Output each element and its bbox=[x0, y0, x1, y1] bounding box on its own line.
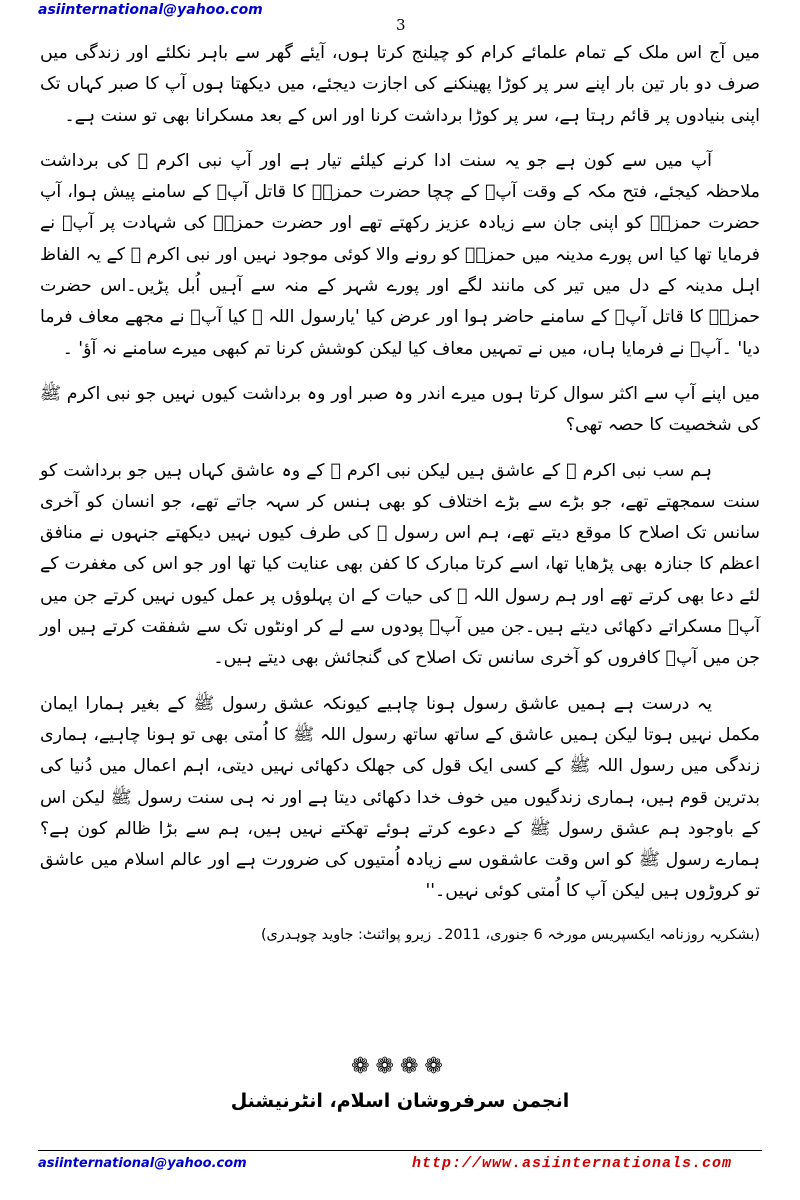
paragraph-4: ہم سب نبی اکرم ﷺ کے عاشق ہیں لیکن نبی اکرم ﷺ کے وہ عاشق کہاں ہیں جو برداشت کو سنت سمجھتے تھے، جو بڑے سے بڑے اختلاف کو بھی ہنس کر سہہ جاتے تھے، جو انسان کو آخری سانس تک اصلاح کا موقع دیتے تھے، ہم اس رسول ﷺ کی طرف کیوں نہیں دیکھتے جنہوں نے منافق اعظم کا جنازہ بھی پڑھایا تھا، اسے کرتا مبارک کا کفن بھی عنایت کیا تھا اور جو اس کی مغفرت کے لئے دعا بھی کرتے تھے اور ہم رسول اللہ ﷺ کی حیات کے ان پہلوؤں پر عمل کیوں نہیں کرتے جن میں آپؐ مسکراتے دکھائی دیتے ہیں۔جن میں آپؐ پودوں سے لے کر اونٹوں تک سے شفقت کرتے ہیں اور جن میں آپؐ کافروں کو آخری سانس تک اصلاح کی گنجائش بھی دیتے ہیں۔ bbox=[40, 460, 760, 669]
star-ornament-divider: ❁❁❁❁ bbox=[351, 1054, 449, 1079]
page-number: 3 bbox=[396, 16, 406, 34]
footer-divider bbox=[38, 1150, 762, 1151]
paragraph-2: آپ میں سے کون ہے جو یہ سنت ادا کرنے کیلئے تیار ہے اور آپ نبی اکرم ﷺ کی برداشت ملاحظہ کیجئے، فتح مکہ کے وقت آپؐ کے چچا حضرت حمزہؓ کا قاتل آپؐ کے سامنے پیش ہوا، آپ حضرت حمزہؓ کو اپنی جان سے زیادہ عزیز رکھتے تھے اور حضرت حمزہؓ کی شہادت پر آپؐ نے فرمایا تھا کیا اس پورے مدینہ میں حمزہؓ کو رونے والا کوئی موجود نہیں اور نبی اکرم ﷺ کے یہ الفاظ اہل مدینہ کے دل میں تیر کی مانند لگے اور پورے شہر کے منہ سے آہیں اُبل پڑیں۔اس حضرت حمزہؓ کا قاتل آپؐ کے سامنے حاضر ہوا اور عرض کیا 'یارسول اللہ ﷺ کیا آپؐ نے مجھے معاف فرما دیا' ۔آپؐ نے فرمایا ہاں، میں نے تمہیں معاف کیا لیکن کوشش کرنا تم کبھی میرے سامنے نہ آؤ' ۔ bbox=[40, 150, 760, 359]
footer-website-link[interactable]: http://www.asiinternationals.com bbox=[411, 1155, 732, 1172]
header-email-link[interactable]: asiinternational@yahoo.com bbox=[38, 2, 263, 18]
paragraph-5: یہ درست ہے ہمیں عاشق رسول ہونا چاہیے کیونکہ عشق رسول ﷺ کے بغیر ہمارا ایمان مکمل نہیں ہوتا لیکن ہمیں عاشق کے ساتھ ساتھ رسول اللہ ﷺ کا اُمتی بھی تو ہونا چاہیے، ہماری زندگی میں رسول اللہ ﷺ کے کسی ایک قول کی جھلک دکھائی نہیں دیتی، اہم اعمال میں دُنیا کی بدترین قوم ہیں، ہماری زندگیوں میں خوف خدا دکھائی دیتا ہے اور نہ ہی سنت رسول ﷺ لیکن اس کے باوجود ہم عشق رسول ﷺ کے دعوے کرتے ہوئے تھکتے نہیں ہیں، ہم سے بڑا ظالم کون ہے؟ ہمارے رسول ﷺ کو اس وقت عاشقوں سے زیادہ اُمتیوں کی ضرورت ہے اور عالم اسلام میں عاشق تو کروڑوں ہیں لیکن آپ کا اُمتی کوئی نہیں۔'' bbox=[40, 693, 760, 902]
paragraph-3: میں اپنے آپ سے اکثر سوال کرتا ہوں میرے اندر وہ صبر اور وہ برداشت کیوں نہیں جو نبی اکرم ﷺ کی شخصیت کا حصہ تھی؟ bbox=[40, 383, 760, 436]
footer-email-link[interactable]: asiinternational@yahoo.com bbox=[38, 1156, 247, 1171]
organization-name: انجمن سرفروشان اسلام، انٹرنیشنل bbox=[230, 1090, 570, 1112]
source-citation: (بشکریہ روزنامہ ایکسپریس مورخہ 6 جنوری، 2011۔ زیرو پوائنٹ: جاوید چوہدری) bbox=[260, 926, 760, 943]
article-body bbox=[40, 38, 760, 951]
paragraph-1: میں آج اس ملک کے تمام علمائے کرام کو چیلنج کرتا ہوں، آیئے گھر سے باہر نکلئے اور زندگی میں صرف دو بار تین بار اپنے سر پر کوڑا پھینکنے کی اجازت دیجئے، میں دیکھتا ہوں آپ کا صبر کہاں تک اپنی بنیادوں پر قائم رہتا ہے، سر پر کوڑا برداشت کرنا اور اس کے بعد مسکرانا بھی تو سنت ہے۔ bbox=[40, 43, 760, 126]
